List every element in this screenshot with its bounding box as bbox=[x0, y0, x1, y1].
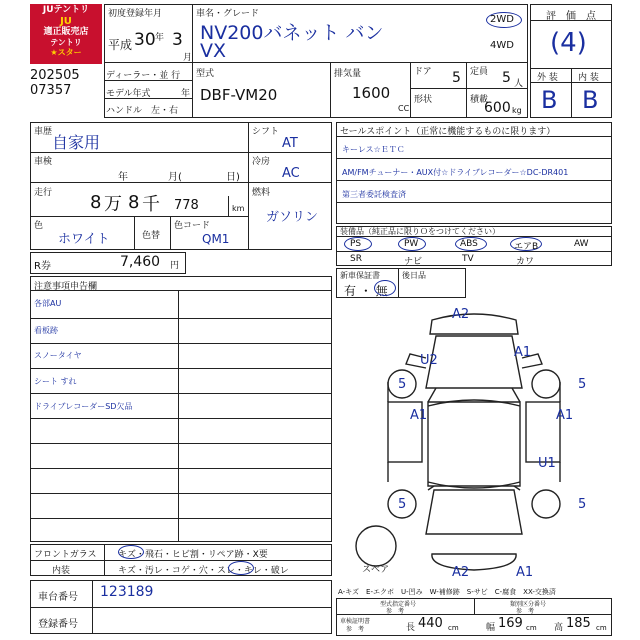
damage-mark-tyre-fl: 5 bbox=[398, 377, 407, 392]
usage-label: 車歴 bbox=[34, 127, 53, 137]
chassis-label: 車台番号 bbox=[38, 592, 78, 603]
displacement-value: 1600 bbox=[352, 84, 391, 102]
category-number-sub: 参 考 bbox=[516, 608, 535, 615]
exterior-grade: B bbox=[541, 86, 558, 114]
car-grade: VX bbox=[200, 40, 227, 62]
interior-label: 内 装 bbox=[578, 73, 599, 83]
interior-cond-value: キズ・汚レ・コゲ・穴・スレ・キレ・破レ bbox=[118, 566, 289, 576]
sales-point-1: キーレス☆ＥＴＣ bbox=[342, 145, 405, 154]
interior-wear-circle bbox=[228, 561, 254, 575]
fuel-label: 燃料 bbox=[252, 188, 271, 198]
height-value: 185 bbox=[566, 616, 591, 631]
front-glass-label: フロントガラス bbox=[34, 550, 97, 560]
chassis-value: 123189 bbox=[100, 584, 154, 600]
category-number-label: 類別区分番号 bbox=[510, 601, 547, 608]
width-value: 169 bbox=[498, 616, 523, 631]
color-value: ホワイト bbox=[58, 232, 110, 247]
load-unit: kg bbox=[512, 106, 522, 115]
note-2: 看板跡 bbox=[34, 326, 58, 335]
fuel-value: ガソリン bbox=[266, 210, 319, 225]
shift-value: AT bbox=[282, 136, 298, 151]
logo-star-line2: ★スター bbox=[50, 48, 82, 57]
inspection-month: 月( bbox=[168, 172, 182, 183]
notes-title: 注意事項申告欄 bbox=[34, 282, 98, 292]
damage-mark-roof: U1 bbox=[538, 456, 556, 471]
warranty-none-circle bbox=[374, 280, 396, 296]
cert-label: 車検証明書 bbox=[340, 618, 371, 625]
grade-title: 評 価 点 bbox=[546, 11, 596, 22]
interior-grade: B bbox=[582, 86, 599, 114]
equip-pw: PW bbox=[404, 239, 419, 249]
color-label: 色 bbox=[34, 221, 44, 231]
warranty-value: 有 ・ 無 bbox=[344, 284, 388, 298]
damage-mark-left-door: A1 bbox=[410, 408, 428, 423]
first-reg-month: 3 bbox=[172, 30, 183, 50]
equip-leather: カワ bbox=[516, 257, 535, 267]
dealer-label: ディーラー・並 行 bbox=[106, 71, 181, 81]
km-unit: km bbox=[232, 204, 245, 213]
damage-legend: A-キズ E-エクボ U-凹み W-補修跡 S-サビ C-腐食 XX-交換済 bbox=[338, 588, 556, 596]
lot-number bbox=[30, 68, 80, 98]
type-value: DBF-VM20 bbox=[200, 86, 278, 104]
front-glass-scratch-circle bbox=[118, 545, 144, 559]
note-1: 各部AU bbox=[34, 299, 62, 308]
type-number-label: 型式指定番号 bbox=[380, 601, 417, 608]
sales-point-3: 第三者委託検査済 bbox=[342, 190, 406, 199]
height-unit: cm bbox=[596, 624, 607, 632]
equipment-title: 装備品（純正品に限りＯをつけてください） bbox=[340, 227, 500, 236]
damage-mark-right-door: A1 bbox=[556, 408, 574, 423]
load-label: 積載 bbox=[470, 95, 489, 105]
damage-mark-left-fender: U2 bbox=[420, 353, 438, 368]
equip-abs: ABS bbox=[460, 239, 478, 249]
width-unit: cm bbox=[526, 624, 537, 632]
spare-label: スペア bbox=[362, 565, 390, 575]
logo-ju-mark: JU bbox=[60, 16, 72, 27]
shift-label: シフト bbox=[252, 127, 280, 137]
year-unit: 年 bbox=[155, 33, 165, 43]
equip-tv: TV bbox=[462, 254, 474, 264]
first-reg-label: 初度登録年月 bbox=[108, 9, 163, 19]
color-code-value: QM1 bbox=[202, 232, 230, 246]
equip-aw: AW bbox=[574, 239, 589, 249]
type-label: 型式 bbox=[196, 69, 215, 79]
damage-diagram bbox=[336, 298, 612, 590]
door-value: 5 bbox=[452, 70, 461, 86]
handle-label: ハンドル 左・右 bbox=[106, 106, 179, 116]
registration-label: 登録番号 bbox=[38, 619, 78, 630]
car-name: NV200バネット バン bbox=[200, 22, 384, 44]
manual-label: 後日品 bbox=[402, 271, 426, 280]
drive-2wd: 2WD bbox=[490, 14, 514, 25]
color-change-label: 色替 bbox=[142, 231, 161, 241]
model-year-unit: 年 bbox=[181, 89, 191, 99]
sales-point-2: AM/FMチューナー・AUX付☆ドライブレコーダー☆DC-DR401 bbox=[342, 168, 569, 177]
lot-number-line2: 07357 bbox=[30, 83, 72, 98]
model-year-label: モデル年式 bbox=[106, 89, 151, 99]
recycle-value: 7,460 bbox=[120, 254, 161, 270]
type-number-sub: 参 考 bbox=[386, 608, 405, 615]
ac-label: 冷房 bbox=[252, 157, 271, 167]
note-4: シート すれ bbox=[34, 377, 77, 386]
logo-brand-text: JUテントリ bbox=[42, 5, 90, 15]
color-code-label: 色コード bbox=[174, 221, 211, 231]
inspection-day: 日) bbox=[226, 172, 240, 183]
equip-airbag: エアB bbox=[514, 242, 539, 252]
car-name-label: 車名・グレード bbox=[196, 9, 260, 19]
exterior-label: 外 装 bbox=[537, 73, 558, 83]
length-value: 440 bbox=[418, 616, 443, 631]
mileage-thousands: 8 bbox=[128, 192, 140, 213]
damage-mark-hood: A1 bbox=[514, 345, 532, 360]
lot-number-line1: 202505 bbox=[30, 68, 80, 83]
height-prefix: 高 bbox=[554, 623, 564, 633]
front-glass-value: キズ・飛石・ヒビ割・リペア跡・X要 bbox=[118, 550, 268, 560]
grade-score: (4) bbox=[550, 28, 587, 58]
damage-mark-tyre-rl: 5 bbox=[398, 497, 407, 512]
cert-sub: 参 考 bbox=[346, 626, 365, 633]
mileage-remainder: 778 bbox=[174, 198, 199, 213]
era-label: 平成 bbox=[108, 38, 133, 52]
cc-unit: CC bbox=[398, 104, 410, 113]
damage-mark-front-bumper: A2 bbox=[452, 307, 470, 322]
ac-value: AC bbox=[282, 166, 300, 181]
damage-mark-tyre-rr: 5 bbox=[578, 497, 587, 512]
capacity-label: 定員 bbox=[470, 67, 489, 77]
inspection-label: 車検 bbox=[34, 157, 53, 167]
damage-mark-tyre-fr: 5 bbox=[578, 377, 587, 392]
interior-cond-label: 内装 bbox=[52, 566, 71, 576]
equip-navi: ナビ bbox=[404, 257, 423, 267]
month-unit: 月 bbox=[183, 53, 193, 63]
sales-points-title: セールスポイント（正常に機能するものに限ります） bbox=[340, 127, 556, 137]
width-prefix: 幅 bbox=[486, 623, 496, 633]
note-5: ドライブレコーダーSD欠品 bbox=[34, 402, 133, 411]
damage-mark-rear-bumper: A2 bbox=[452, 565, 470, 580]
equip-ps: PS bbox=[350, 239, 362, 249]
recycle-box bbox=[30, 252, 186, 274]
mileage-sen-unit: 千 bbox=[142, 194, 160, 215]
logo-dealer-text: 適正販売店 bbox=[43, 27, 89, 37]
yen-unit: 円 bbox=[170, 261, 180, 271]
warranty-label: 新車保証書 bbox=[340, 271, 380, 280]
mileage-man-unit: 万 bbox=[104, 194, 122, 215]
capacity-value: 5 bbox=[502, 70, 511, 86]
damage-mark-rear-right: A1 bbox=[516, 565, 534, 580]
load-value: 600 bbox=[484, 100, 511, 116]
first-reg-year: 30 bbox=[134, 30, 156, 50]
equip-sr: SR bbox=[350, 254, 362, 264]
note-3: スノータイヤ bbox=[34, 351, 82, 360]
length-unit: cm bbox=[448, 624, 459, 632]
logo-star-line1: テントリ bbox=[50, 38, 82, 47]
inspection-year: 年 bbox=[118, 172, 128, 183]
drive-4wd: 4WD bbox=[490, 40, 514, 51]
recycle-label: R券 bbox=[34, 261, 51, 272]
usage-value: 自家用 bbox=[52, 133, 101, 152]
shape-label: 形状 bbox=[414, 95, 433, 105]
brand-logo bbox=[30, 4, 102, 64]
displacement-label: 排気量 bbox=[334, 69, 362, 79]
mileage-label: 走行 bbox=[34, 188, 53, 198]
capacity-unit: 人 bbox=[514, 79, 524, 89]
door-label: ドア bbox=[414, 67, 432, 77]
mileage-ten-thousands: 8 bbox=[90, 192, 102, 213]
length-prefix: 長 bbox=[406, 623, 416, 633]
